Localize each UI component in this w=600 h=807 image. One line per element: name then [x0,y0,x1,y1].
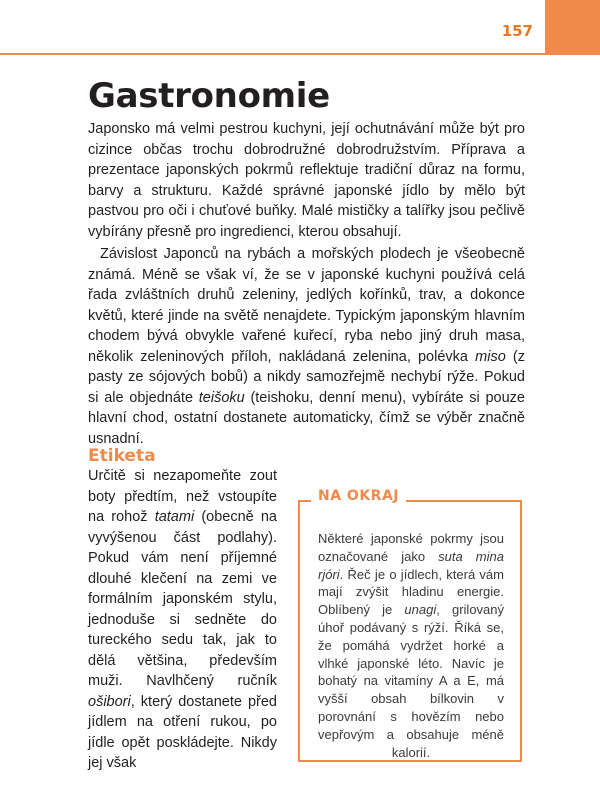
fish-paragraph [88,244,525,449]
term-osibori: ošibori [88,693,131,710]
fish-text-c: (teishoku, denní menu), vybíráte si pouze hlavní chod, ostatní dostanete automaticky, čímž se výběr značně usnadní. [88,389,525,447]
fish-text-b: (z pasty ze sójových bobů) a nikdy samozřejmě nechybí rýže. Pokud si ale objednáte [88,348,525,406]
term-teisoku: teišoku [198,389,245,406]
sidebar-text-a: Některé japonské pokrmy jsou označované jako [318,531,504,564]
header-rule [0,53,545,55]
sidebar-text-c: , grilovaný úhoř podávaný s rýží. Říká se, že pomáhá vydržet horké a vlhké japonské léto. Navíc je bohatý na vitamíny A a E, má vyšší obsah bílkovin v porovnání s hovězím nebo vepřovým a obsahuje méně kalorií. [318,602,505,760]
sidebar-text-b: . Řeč je o jídlech, která vám mají zvýšit hladinu energie. Oblíbený je [318,566,504,618]
etiketa-text-a: Určitě si nezapomeňte zout boty předtím, než vstoupíte na rohož [88,468,277,525]
sidebar-text [318,530,504,761]
intro-paragraph: Japonsko má velmi pestrou kuchyni, její ochutnávání může být pro cizince občas trochu dobrodružné dobrodružstvím. Příprava a prezentace japonských pokrmů reflektuje tradiční důraz na formu, barvy a strukturu. Každé správné japonské jídlo by mělo být pastvou pro oči i chuťové buňky. Malé mističky a talířky jsou pečlivě vybírány přesně pro ingredienci, kterou obsahují. [88,121,525,240]
fish-text-a: Závislost Japonců na rybách a mořských plodech je všeobecně známá. Méně se však ví, že se v japonské kuchyni používá celá řada zvláštních druhů zeleniny, jedlých kořínků, trav, a dokonce květů, které jinde na světě nenajdete. Typickým japonským hlavním chodem bývá obvykle vařené kuřecí, ryba nebo jiný druh masa, několik zeleninových příloh, nakládaná zelenina, polévka [88,246,525,365]
etiketa-text-c: , který dostanete před jídlem na otření rukou, po jídle opět poskládejte. Nikdy jej však [88,693,277,771]
term-unagi: unagi [404,602,437,618]
term-miso: miso [475,348,506,365]
etiketa-paragraph [88,466,277,774]
term-tatami: tatami [154,509,195,525]
page-number: 157 [501,22,533,40]
page-title: Gastronomie [88,76,330,116]
sidebar-label: NA OKRAJ [311,487,406,505]
section-heading-etiketa: Etiketa [88,446,156,466]
etiketa-text-b: (obecně na vyvýšenou část podlahy). Pokud vám není příjemné dlouhé klečení na zemi ve formálním japonském stylu, jednoduše si sedněte do tureckého sedu tak, jak to dělá většina, především muži. Navlhčený ručník [88,509,277,689]
term-suta-mina-rjori: suta mina rjóri [318,548,504,582]
page-corner-tab [545,0,600,55]
